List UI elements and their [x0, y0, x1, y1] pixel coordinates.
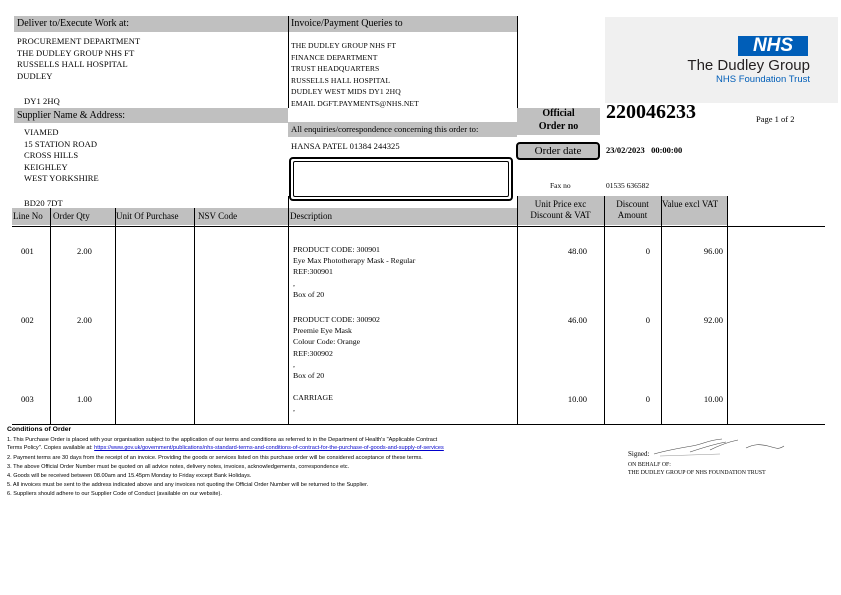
table-bottom-rule [12, 424, 825, 425]
col-line-no: Line No [12, 208, 50, 225]
enquiries-contact: HANSA PATEL 01384 244325 [291, 141, 400, 151]
deliver-header: Deliver to/Execute Work at: [14, 16, 288, 32]
col-unit-price [517, 196, 604, 225]
desc-line: Colour Code: Orange [293, 337, 361, 347]
col-unit-price-2: Discount & VAT [530, 209, 591, 220]
deliver-line: THE DUDLEY GROUP NHS FT [17, 47, 135, 58]
supplier-line: VIAMED [24, 127, 59, 137]
col-discount [604, 196, 661, 225]
desc-line: CARRIAGE [293, 393, 333, 402]
row-discount: 0 [645, 394, 650, 404]
deliver-line: RUSSELLS HALL HOSPITAL [17, 59, 128, 69]
table-top-rule [12, 226, 825, 227]
supplier-header: Supplier Name & Address: [14, 108, 288, 123]
col-divider [115, 208, 116, 425]
logo-subtitle: NHS Foundation Trust [716, 74, 810, 85]
terms-link[interactable]: https://www.gov.uk/government/publications/nhs-standard-terms-and-conditions-of-contract-for-the-purchase-of-goods-and-supply-of-services [94, 445, 444, 451]
desc-line: Box of 20 [293, 289, 325, 299]
row-value: 96.00 [703, 246, 723, 256]
col-unit: Unit Of Purchase [115, 208, 194, 225]
desc-line: , [293, 278, 295, 288]
condition-5: 5. All invoices must be sent to the address indicated above and any invoices not quoting the Official Order Number will be returned to the Supplier. [7, 482, 369, 488]
deliver-postcode: DY1 2HQ [24, 96, 60, 106]
supplier-line: WEST YORKSHIRE [24, 173, 99, 183]
row-qty: 1.00 [77, 394, 92, 404]
row-qty: 2.00 [77, 246, 92, 256]
invoice-line: RUSSELLS HALL HOSPITAL [291, 75, 391, 85]
row-price: 10.00 [567, 394, 587, 404]
row-price: 46.00 [567, 315, 587, 325]
condition-2: 2. Payment terms are 30 days from the receipt of an invoice. Providing the goods or services listed on this purchase order will be considered acceptance of these terms. [7, 455, 423, 461]
col-divider [727, 196, 728, 425]
row-line-no: 001 [21, 246, 34, 256]
enquiries-box [289, 157, 513, 201]
desc-line: Box of 20 [293, 371, 325, 381]
col-unit-price-1: Unit Price exc [534, 199, 587, 209]
page-indicator: Page 1 of 2 [756, 114, 795, 124]
condition-1a: 1. This Purchase Order is placed with your organisation subject to the application of our terms and conditions as referred to in the Department of Health's "Applicable Contract [7, 437, 438, 443]
supplier-line: KEIGHLEY [24, 161, 68, 172]
desc-line: , [293, 359, 295, 369]
supplier-address [24, 127, 99, 185]
col-divider [194, 208, 195, 425]
col-discount-2: Amount [617, 209, 648, 220]
fax-label: Fax no [550, 181, 571, 190]
desc-line: REF:300902 [293, 348, 333, 358]
invoice-line: TRUST HEADQUARTERS [291, 64, 380, 74]
invoice-address [291, 40, 419, 110]
row-description [293, 244, 415, 300]
condition-4: 4. Goods will be received between 08.00am and 15.45pm Monday to Friday except Bank Holidays. [7, 473, 252, 479]
signed-label: Signed: [628, 450, 650, 458]
nhs-logo [605, 17, 838, 103]
nhs-badge: NHS [738, 36, 808, 56]
supplier-postcode: BD20 7DT [24, 198, 63, 208]
row-line-no: 003 [21, 394, 34, 404]
row-description [293, 392, 333, 414]
desc-line: , [293, 404, 295, 414]
row-qty: 2.00 [77, 315, 92, 325]
col-discount-1: Discount [616, 199, 649, 209]
row-description [293, 314, 380, 381]
official-label-1: Official [542, 108, 575, 119]
col-nsv: NSV Code [194, 208, 288, 225]
invoice-line: DUDLEY WEST MIDS DY1 2HQ [291, 87, 401, 97]
col-divider [517, 196, 518, 425]
order-number: 220046233 [606, 101, 696, 123]
desc-line: Eye Max Phototherapy Mask - Regular [293, 256, 416, 266]
logo-name: The Dudley Group [687, 57, 810, 74]
col-divider [661, 196, 662, 425]
fax-number: 01535 636582 [606, 181, 650, 190]
row-value: 92.00 [703, 315, 723, 325]
supplier-line: 15 STATION ROAD [24, 138, 98, 149]
col-description: Description [288, 208, 517, 225]
row-discount: 0 [645, 246, 650, 256]
divider [288, 16, 289, 108]
deliver-line: DUDLEY [17, 70, 53, 81]
desc-line: REF:300901 [293, 267, 333, 277]
deliver-line: PROCUREMENT DEPARTMENT [17, 36, 141, 46]
col-value: Value excl VAT [661, 196, 727, 225]
invoice-line: THE DUDLEY GROUP NHS FT [291, 41, 397, 50]
row-line-no: 002 [21, 315, 34, 325]
invoice-header: Invoice/Payment Queries to [288, 16, 517, 32]
supplier-line: CROSS HILLS [24, 150, 79, 160]
row-discount: 0 [645, 315, 650, 325]
condition-6: 6. Suppliers should adhere to our Supplier Code of Conduct (available on our website). [7, 491, 222, 497]
invoice-line: EMAIL DGFT.PAYMENTS@NHS.NET [291, 98, 419, 108]
col-order-qty: Order Qty [50, 208, 115, 225]
desc-line: PRODUCT CODE: 300902 [293, 315, 380, 324]
desc-line: Preemie Eye Mask [293, 326, 352, 336]
desc-line: PRODUCT CODE: 300901 [293, 245, 380, 254]
divider [517, 16, 518, 108]
col-divider [604, 196, 605, 425]
order-date: 23/02/2023 00:00:00 [606, 145, 683, 155]
conditions-title: Conditions of Order [7, 426, 72, 433]
row-price: 48.00 [567, 246, 587, 256]
official-order-label [517, 108, 600, 135]
condition-1b-text: Terms Policy". Copies available at: [7, 445, 95, 451]
invoice-line: FINANCE DEPARTMENT [291, 52, 378, 62]
behalf-label: ON BEHALF OF: [628, 462, 671, 468]
signature-scribble [650, 434, 790, 460]
condition-1b [7, 444, 444, 452]
col-divider [288, 196, 289, 425]
enquiries-box-inner [293, 161, 509, 197]
col-divider [50, 208, 51, 425]
row-value: 10.00 [703, 394, 723, 404]
official-label-2: Order no [538, 120, 579, 132]
enquiries-header: All enquiries/correspondence concerning this order to: [288, 122, 517, 137]
deliver-address [17, 36, 287, 82]
behalf-org: THE DUDLEY GROUP OF NHS FOUNDATION TRUST [628, 470, 766, 476]
condition-3: 3. The above Official Order Number must be quoted on all advice notes, delivery notes, invoices, acknowledgements, correspondence etc. [7, 464, 350, 470]
order-date-label: Order date [516, 142, 600, 160]
